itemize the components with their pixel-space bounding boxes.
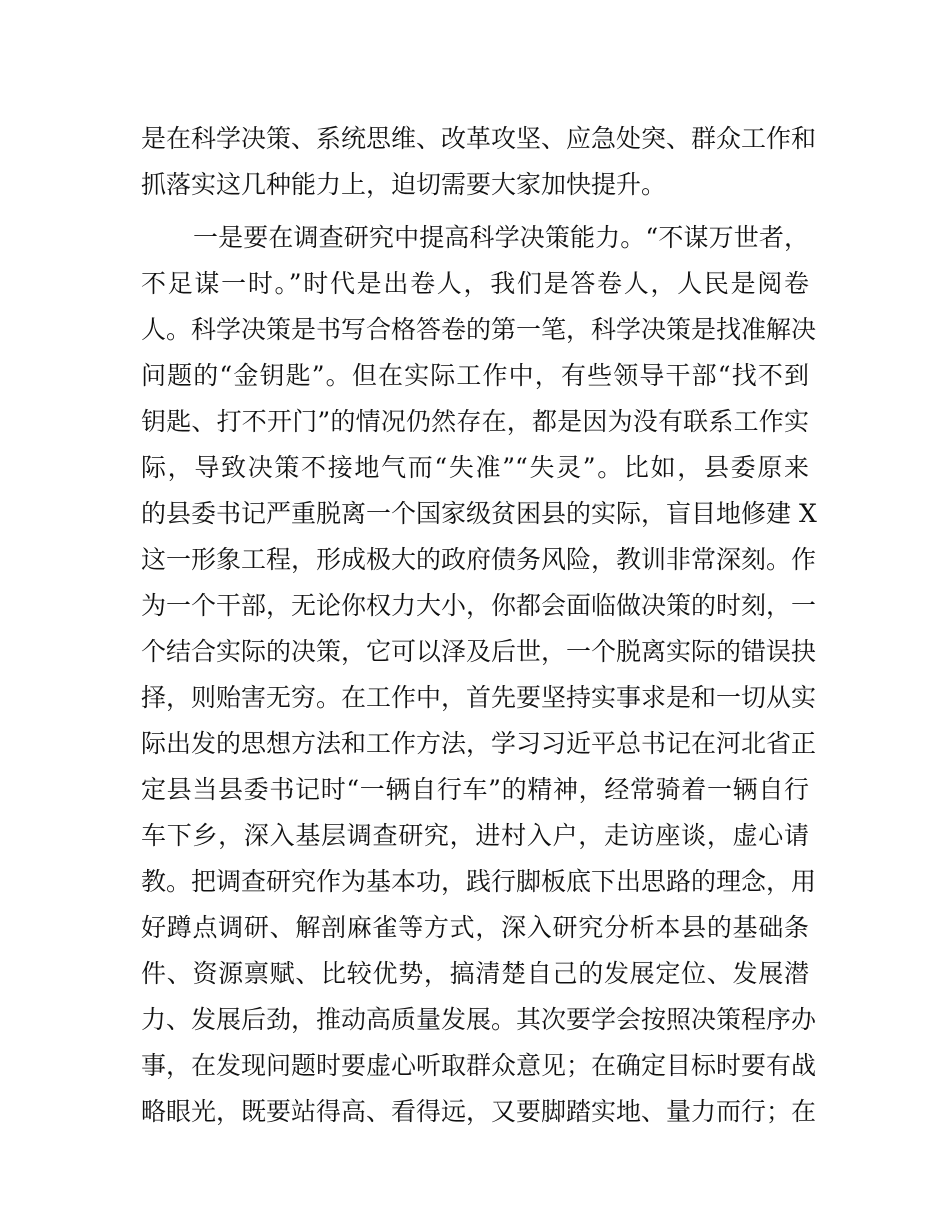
text-line: 好蹲点调研、解剖麻雀等方式，深入研究分析本县的基础条 [141,913,809,942]
text-line: 一是要在调查研究中提高科学决策能力。“不谋万世者， [193,223,809,252]
text-line: 是在科学决策、系统思维、改革攻坚、应急处突、群众工作和 [141,124,817,153]
text-line: 人。科学决策是书写合格答卷的第一笔，科学决策是找准解决 [141,315,817,344]
text-line: 际出发的思想方法和工作方法，学习习近平总书记在河北省正 [141,729,817,758]
text-line: 车下乡，深入基层调查研究，进村入户，走访座谈，虚心请 [141,821,809,850]
text-line: 的县委书记严重脱离一个国家级贫困县的实际，盲目地修建 X [141,499,817,528]
text-line: 抓落实这几种能力上，迫切需要大家加快提升。 [141,170,667,199]
text-line: 际，导致决策不接地气而“失准”“失灵”。比如，县委原来 [141,453,809,482]
text-line: 择，则贻害无穷。在工作中，首先要坚持实事求是和一切从实 [141,683,817,712]
text-line: 定县当县委书记时“一辆自行车”的精神，经常骑着一辆自行 [141,775,809,804]
text-line: 不足谋一时。”时代是出卷人，我们是答卷人，人民是阅卷 [141,269,809,298]
text-line: 略眼光，既要站得高、看得远，又要脚踏实地、量力而行；在 [141,1097,817,1126]
text-line: 这一形象工程，形成极大的政府债务风险，教训非常深刻。作 [141,545,817,574]
text-line: 事，在发现问题时要虚心听取群众意见；在确定目标时要有战 [141,1051,817,1080]
text-line: 钥匙、打不开门”的情况仍然存在，都是因为没有联系工作实 [141,407,809,436]
text-line: 为一个干部，无论你权力大小，你都会面临做决策的时刻，一 [141,591,817,620]
text-line: 件、资源禀赋、比较优势，搞清楚自己的发展定位、发展潜 [141,959,809,988]
text-line: 问题的“金钥匙”。但在实际工作中，有些领导干部“找不到 [141,361,809,390]
text-line: 力、发展后劲，推动高质量发展。其次要学会按照决策程序办 [141,1005,817,1034]
text-line: 个结合实际的决策，它可以泽及后世，一个脱离实际的错误抉 [141,637,817,666]
text-line: 教。把调查研究作为基本功，践行脚板底下出思路的理念，用 [141,867,817,896]
